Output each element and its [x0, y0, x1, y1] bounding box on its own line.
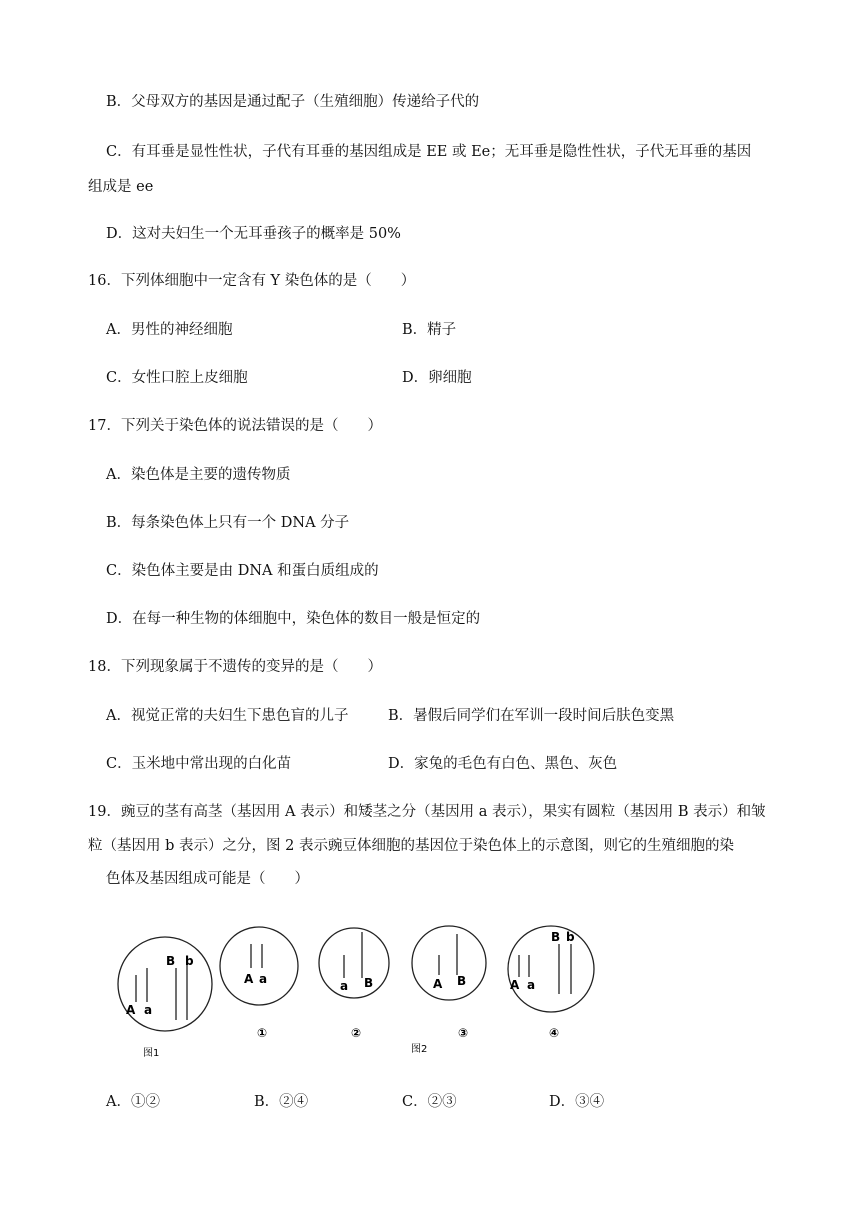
q16-stem: 16．下列体细胞中一定含有 Y 染色体的是（ ） — [88, 273, 416, 289]
cell-1-label: ① — [257, 1026, 268, 1040]
q17-option-a: A．染色体是主要的遗传物质 — [106, 467, 291, 483]
q18-option-d: D．家兔的毛色有白色、黑色、灰色 — [388, 756, 618, 772]
gene-label: a — [527, 978, 536, 992]
cell-2-label: ② — [351, 1026, 362, 1040]
q15-option-c-line1: C．有耳垂是显性性状，子代有耳垂的基因组成是 EE 或 Ee；无耳垂是隐性性状，子代无耳垂的基因 — [106, 144, 752, 160]
q17-stem: 17．下列关于染色体的说法错误的是（ ） — [88, 418, 382, 434]
cell-2 — [319, 928, 389, 1040]
gene-label: B — [364, 976, 374, 990]
q19-stem-line2: 粒（基因用 b 表示）之分，图 2 表示豌豆体细胞的基因位于染色体上的示意图，则它的生殖细胞的染 — [88, 838, 734, 854]
gene-label: A — [433, 977, 443, 991]
gene-label: a — [340, 979, 349, 993]
q18-option-c: C．玉米地中常出现的白化苗 — [106, 756, 292, 772]
q19-option-a: A．①② — [106, 1094, 160, 1110]
gene-label: a — [144, 1003, 153, 1017]
q16-option-b: B．精子 — [402, 322, 457, 338]
gene-label: b — [185, 954, 194, 968]
q16-option-d: D．卵细胞 — [402, 370, 472, 386]
cell-4-label: ④ — [549, 1026, 560, 1040]
q18-option-b: B．暑假后同学们在军训一段时间后肤色变黑 — [388, 708, 675, 724]
q16-option-c: C．女性口腔上皮细胞 — [106, 370, 248, 386]
q19-stem-line3: 色体及基因组成可能是（ ） — [106, 871, 309, 887]
q17-option-c: C．染色体主要是由 DNA 和蛋白质组成的 — [106, 563, 379, 579]
q19-stem-line1: 19．豌豆的茎有高茎（基因用 A 表示）和矮茎之分（基因用 a 表示），果实有圆粒（基因用 B 表示）和皱 — [88, 804, 766, 820]
q15-option-b: B．父母双方的基因是通过配子（生殖细胞）传递给子代的 — [106, 94, 480, 110]
gene-label: a — [259, 972, 268, 986]
gene-label: B — [166, 954, 176, 968]
q15-option-c-line2: 组成是 ee — [88, 179, 154, 195]
cell-3-label: ③ — [458, 1026, 469, 1040]
q19-option-c: C．②③ — [402, 1094, 457, 1110]
fig1-body-cell — [118, 937, 212, 1059]
q19-option-d: D．③④ — [549, 1094, 605, 1110]
fig2-caption: 图2 — [411, 1044, 428, 1055]
q17-option-b: B．每条染色体上只有一个 DNA 分子 — [106, 515, 350, 531]
q17-option-d: D．在每一种生物的体细胞中，染色体的数目一般是恒定的 — [106, 611, 481, 627]
cell-1 — [220, 927, 298, 1040]
q18-stem: 18．下列现象属于不遗传的变异的是（ ） — [88, 659, 382, 675]
fig1-caption: 图1 — [143, 1048, 160, 1059]
gene-label: A — [244, 972, 254, 986]
cell-3 — [412, 926, 486, 1040]
gene-label: A — [126, 1003, 136, 1017]
q18-option-a: A．视觉正常的夫妇生下患色盲的儿子 — [106, 708, 349, 724]
gene-label: b — [566, 930, 575, 944]
cell-4 — [508, 926, 594, 1040]
q15-option-d: D．这对夫妇生一个无耳垂孩子的概率是 50% — [106, 226, 401, 242]
gene-label: B — [551, 930, 561, 944]
gene-label: A — [510, 978, 520, 992]
q19-option-b: B．②④ — [254, 1094, 309, 1110]
q16-option-a: A．男性的神经细胞 — [106, 322, 233, 338]
gene-label: B — [457, 974, 467, 988]
